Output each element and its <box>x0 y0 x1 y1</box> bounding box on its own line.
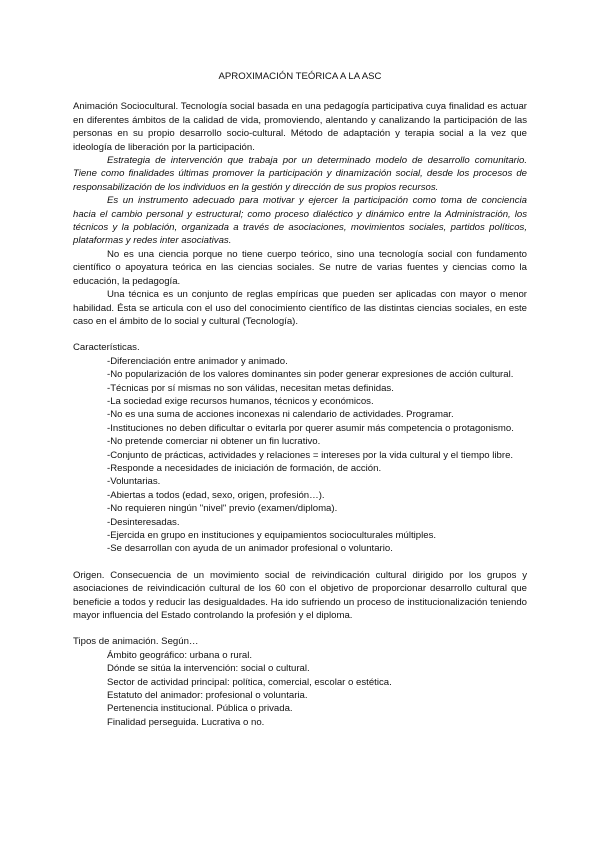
document-title: APROXIMACIÓN TEÓRICA A LA ASC <box>218 71 382 82</box>
list-item: Dónde se sitúa la intervención: social o cultural. <box>107 663 310 675</box>
caracteristicas-heading: Características. <box>73 342 140 354</box>
list-item: -Instituciones no deben dificultar o evitarla por querer asumir más competencia o protagonismo. <box>107 422 514 434</box>
list-item: -Conjunto de prácticas, actividades y relaciones = intereses por la vida cultural y el tiempo libre. <box>107 449 514 461</box>
caracteristicas-list <box>73 355 527 556</box>
spacer <box>73 622 527 635</box>
list-item: -La sociedad exige recursos humanos, técnicos y económicos. <box>107 395 374 407</box>
spacer <box>73 556 527 569</box>
list-item: -Se desarrollan con ayuda de un animador profesional o voluntario. <box>107 543 393 555</box>
intro-paragraph-3: Es un instrumento adecuado para motivar y ejercer la participación como toma de conciencia hacia el cambio personal y estructural; como proceso dialéctico y dinámico entre la Administración, los técnicos y la población, organizada a través de asociaciones, movimientos sociales, partidos políticos, plataformas y redes inter asociativas. <box>73 195 527 247</box>
list-item: -Ejercida en grupo en instituciones y equipamientos socioculturales múltiples. <box>107 530 437 541</box>
list-item: -Diferenciación entre animador y animado. <box>107 355 288 367</box>
list-item: Estatuto del animador: profesional o voluntaria. <box>107 690 308 702</box>
list-item: -Responde a necesidades de iniciación de formación, de acción. <box>107 462 382 474</box>
list-item: -No es una suma de acciones inconexas ni calendario de actividades. Programar. <box>107 409 454 421</box>
intro-paragraph-4: No es una ciencia porque no tiene cuerpo teórico, sino una tecnología social con fundamento científico o apoyatura teórica en las ciencias sociales. Se nutre de varias fuentes y ciencias como la educación, la pedagogía. <box>73 248 527 287</box>
list-item: Ámbito geográfico: urbana o rural. <box>107 649 253 661</box>
intro-paragraph-1: Animación Sociocultural. Tecnología social basada en una pedagogía participativa cuya finalidad es actuar en diferentes ámbitos de la calidad de vida, promoviendo, alentando y canalizando la participación de las personas en su propio desarrollo socio-cultural. Método de adaptación y terapia social a la vez que ideología de liberación por la participación. <box>73 101 527 153</box>
list-item: Pertenencia institucional. Pública o privada. <box>107 703 293 715</box>
tipos-heading: Tipos de animación. Según… <box>73 636 199 648</box>
spacer <box>73 328 527 341</box>
list-item: -Técnicas por sí mismas no son válidas, necesitan metas definidas. <box>107 382 394 394</box>
list-item: -No pretende comerciar ni obtener un fin lucrativo. <box>107 436 321 448</box>
intro-paragraph-2: Estrategia de intervención que trabaja por un determinado modelo de desarrollo comunitario. Tiene como finalidades últimas promover la participación y dinamización social, desde los procesos de responsabilización de los individuos en la gestión y dirección de sus propios recursos. <box>73 155 527 193</box>
list-item: -No requieren ningún "nivel" previo (examen/diploma). <box>107 503 338 515</box>
list-item: Sector de actividad principal: política, comercial, escolar o estética. <box>107 676 392 688</box>
list-item: -No popularización de los valores dominantes sin poder generar expresiones de acción cultural. <box>107 369 514 381</box>
list-item: Finalidad perseguida. Lucrativa o no. <box>107 716 265 728</box>
list-item: -Voluntarias. <box>107 476 161 488</box>
origen-paragraph: Origen. Consecuencia de un movimiento social de reivindicación cultural dirigido por los grupos y asociaciones de reivindicación cultural de los 60 con el objetivo de proporcionar desarrollo cultural que beneficie a todos y reducir las desigualdades. Ha ido sufriendo un proceso de institucionalización teniendo mayor influencia del Estado controlando la profesión y el diploma. <box>73 569 527 622</box>
list-item: -Abiertas a todos (edad, sexo, origen, profesión…). <box>107 489 325 501</box>
intro-paragraph-5: Una técnica es un conjunto de reglas empíricas que pueden ser aplicadas con mayor o menor habilidad. Ésta se articula con el uso del conocimiento científico de las distintas ciencias sociales, en este caso en el ámbito de lo social y cultural (Tecnología). <box>73 289 527 327</box>
list-item: -Desinteresadas. <box>107 516 180 528</box>
tipos-list <box>73 649 527 729</box>
